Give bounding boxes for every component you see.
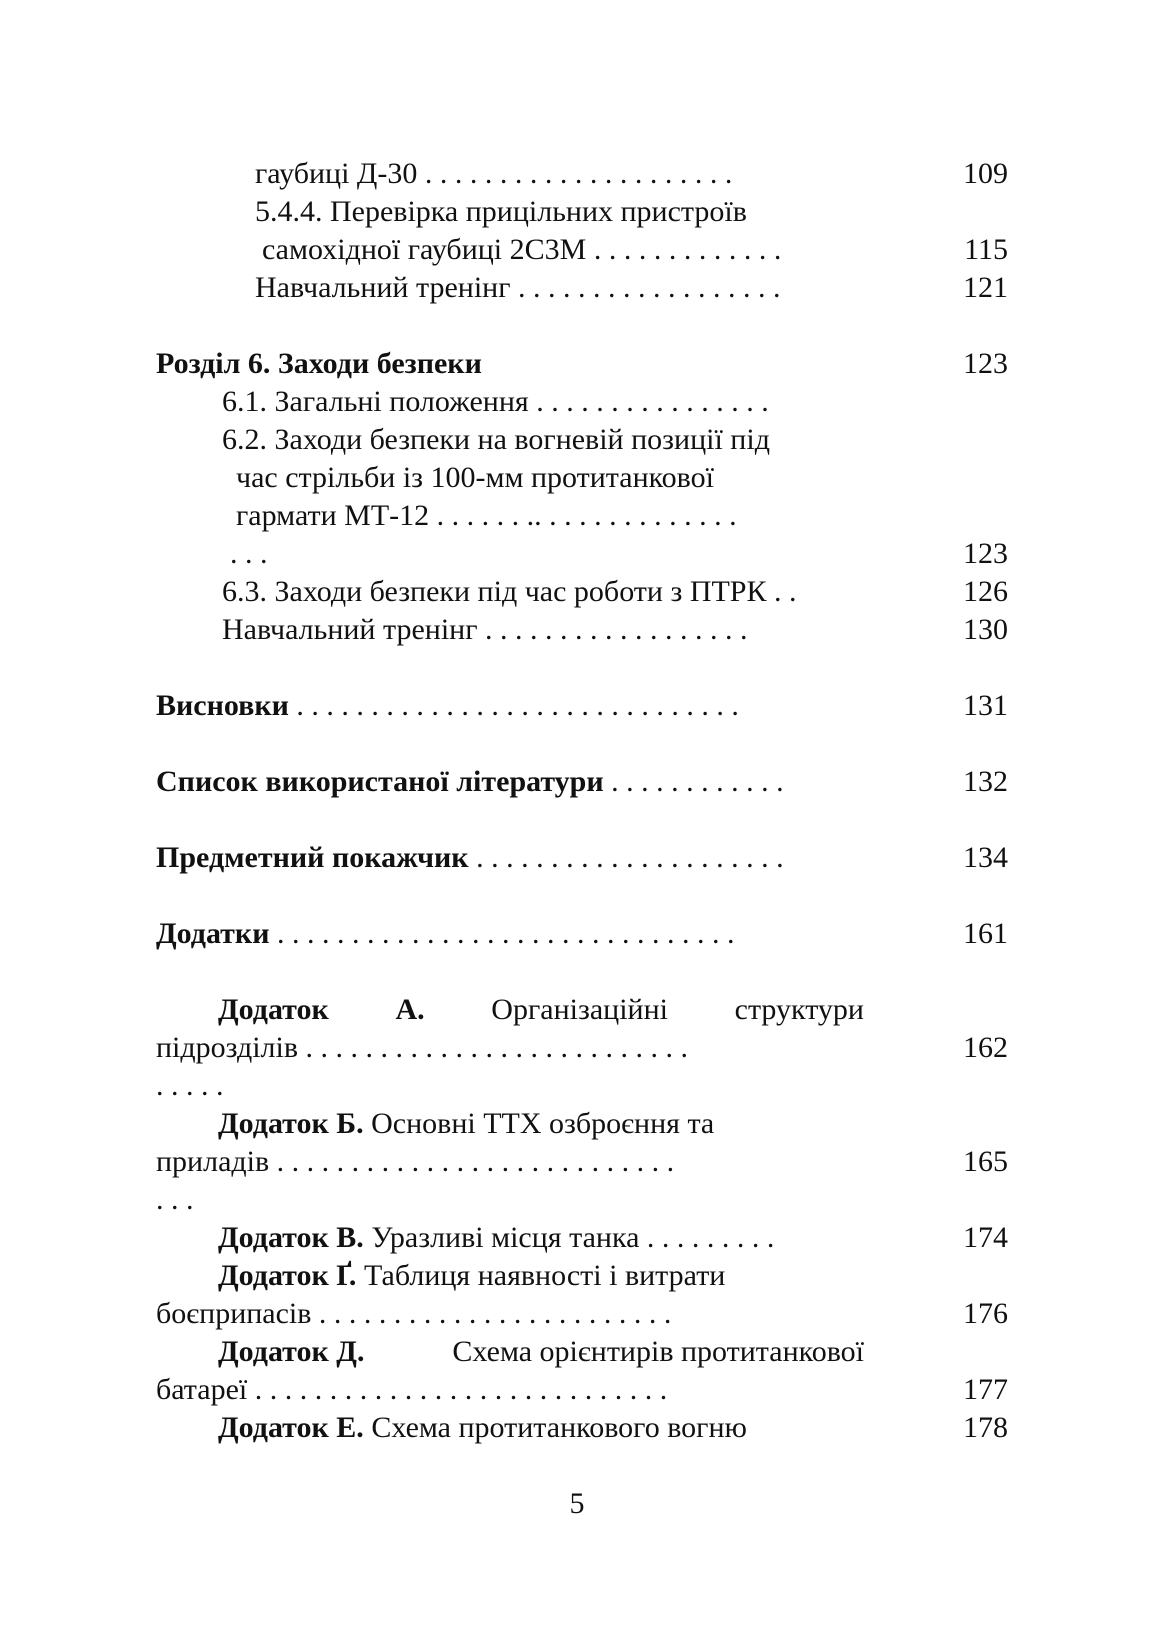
toc-section-conclusions [156, 688, 739, 724]
toc-page-number: 161 [963, 917, 1008, 950]
toc-page-number: 177 [963, 1373, 1008, 1406]
toc-section-heading: Розділ 6. Заходи безпеки [156, 347, 482, 380]
toc-leader-dots: . . . . . . . . . . . . . . . . . . . . . . . . . . . . . . . [276, 917, 735, 950]
toc-entry-text: батареї . . . . . . . . . . . . . . . . . . . . . . . . . . . . [156, 1373, 668, 1406]
appendix-title-word: Організаційні [491, 993, 668, 1026]
appendix-title: Таблиця наявності і витрати [356, 1259, 726, 1292]
toc-section-index [156, 840, 784, 876]
appendix-label: Додаток Д. [218, 1335, 365, 1368]
appendix-title: Основні ТТХ озброєння та [363, 1107, 715, 1140]
toc-appendix-d-title [218, 1334, 864, 1370]
toc-entry-text: 6.2. Заходи безпеки на вогневій позиції під [222, 423, 770, 456]
toc-page-number: 121 [963, 271, 1008, 304]
toc-page-number: 134 [963, 841, 1008, 874]
toc-page-number: 109 [963, 157, 1008, 190]
toc-page-number: 176 [963, 1297, 1008, 1330]
toc-page-number: 165 [963, 1145, 1008, 1178]
toc-page-number: 115 [964, 233, 1008, 266]
toc-entry-text: підрозділів . . . . . . . . . . . . . . . . . . . . . . . . . . [156, 1031, 689, 1064]
toc-section-appendices [156, 916, 734, 952]
toc-leader-dots: . . . . . . . . . . . . . . . . . . . . . [476, 841, 784, 874]
toc-page-number: 131 [963, 689, 1008, 722]
toc-leader-dots: . . . . . . . . . . . . . . . . . . . . . . . . . . . . . . [296, 689, 739, 722]
toc-entry-text: боєприпасів . . . . . . . . . . . . . . . . . . . . . . . . [156, 1297, 672, 1330]
toc-appendix-a-title [218, 992, 864, 1028]
toc-entry-text: Навчальний тренінг . . . . . . . . . . . . . . . . . . [222, 613, 748, 646]
toc-entry-text: самохідної гаубиці 2С3М . . . . . . . . . . . . . [262, 233, 782, 266]
toc-page-number: 123 [963, 537, 1008, 570]
toc-appendix-e-title [218, 1410, 747, 1446]
toc-entry-text: Навчальний тренінг . . . . . . . . . . . . . . . . . . [255, 271, 781, 304]
toc-page-number: 126 [963, 575, 1008, 608]
appendix-title: Схема протитанкового вогню [363, 1411, 747, 1444]
appendix-label: Додаток В. [218, 1221, 364, 1254]
appendix-label: Додаток Б. [218, 1107, 364, 1140]
toc-page-number: 132 [963, 765, 1008, 798]
appendix-letter: А. [395, 993, 425, 1026]
appendix-label: Додаток Е. [218, 1411, 364, 1444]
toc-appendix-g-title [218, 1258, 725, 1294]
toc-page-number: 162 [963, 1031, 1008, 1064]
toc-entry-text: 5.4.4. Перевірка прицільних пристроїв [255, 195, 747, 228]
toc-entry-text: гармати МТ-12 . . . . . . .. . . . . . . . . . . . . . [236, 499, 737, 532]
toc-section-heading: Предметний покажчик [156, 841, 469, 874]
toc-appendix-b-title [218, 1106, 714, 1142]
appendix-label: Додаток [218, 993, 329, 1026]
toc-section-references [156, 764, 784, 800]
toc-entry-text: гаубиці Д-30 . . . . . . . . . . . . . . . . . . . . . [255, 157, 733, 190]
appendix-title-word: структури [734, 993, 864, 1026]
toc-section-heading: Додатки [156, 917, 270, 950]
toc-entry-text: час стрільби із 100-мм протитанкової [236, 461, 714, 494]
toc-leader-dots: . . . . . . . . . . . . [611, 765, 784, 798]
toc-page-number: 178 [963, 1411, 1008, 1444]
toc-page-number: 123 [963, 347, 1008, 380]
appendix-title: Схема орієнтирів протитанкової [452, 1335, 864, 1368]
toc-entry-text: 6.3. Заходи безпеки під час роботи з ПТРК . . [222, 575, 797, 608]
toc-entry-text: 6.1. Загальні положення . . . . . . . . . . . . . . . . [222, 385, 769, 418]
toc-section-heading: Висновки [156, 689, 289, 722]
appendix-title: Уразливі місця танка . . . . . . . . . [363, 1221, 775, 1254]
toc-appendix-v-title [218, 1220, 774, 1256]
toc-entry-text: приладів . . . . . . . . . . . . . . . . . . . . . . . . . . . [156, 1145, 675, 1178]
page-number: 5 [569, 1487, 585, 1520]
toc-page-number: 130 [963, 613, 1008, 646]
appendix-label: Додаток Ґ. [218, 1259, 357, 1292]
toc-leader-dots: . . . . . [156, 1069, 224, 1102]
toc-section-heading: Список використаної літератури [156, 765, 604, 798]
toc-entry-text: . . . [230, 537, 268, 570]
toc-page-number: 174 [963, 1221, 1008, 1254]
toc-leader-dots: . . . [156, 1183, 194, 1216]
